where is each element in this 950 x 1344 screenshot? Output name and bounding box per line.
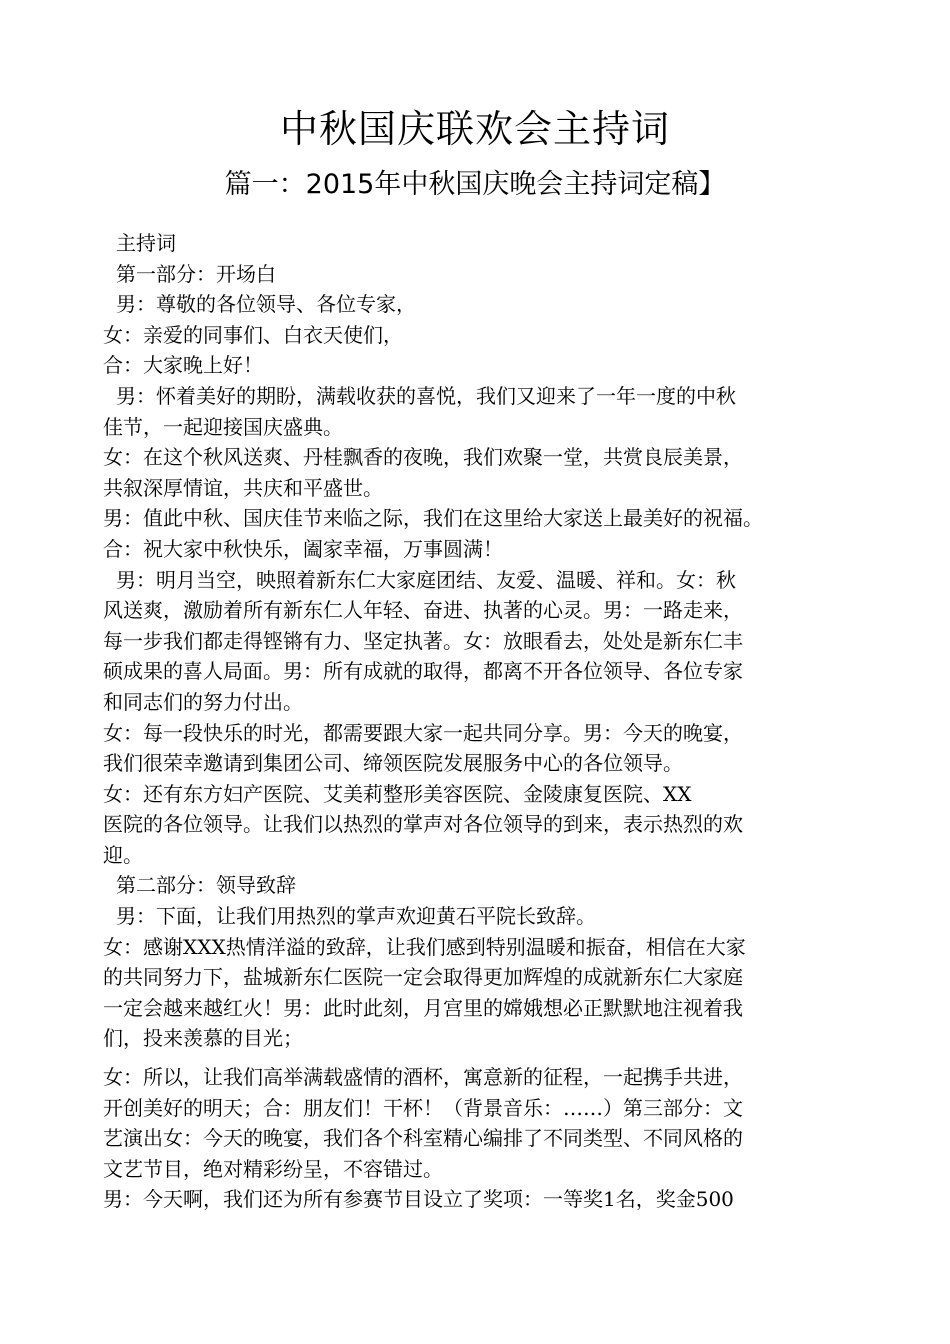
- text-line: 风送爽，激励着所有新东仁人年轻、奋进、执著的心灵。男：一路走来，: [103, 598, 743, 623]
- text-line: 男：今天啊，我们还为所有参赛节目设立了奖项：一等奖1名，奖金500: [103, 1187, 734, 1212]
- text-line: 男：下面，让我们用热烈的掌声欢迎黄石平院长致辞。: [116, 904, 596, 929]
- text-line: 文艺节目，绝对精彩纷呈，不容错过。: [103, 1156, 443, 1181]
- text-line: 男：值此中秋、国庆佳节来临之际，我们在这里给大家送上最美好的祝福。: [103, 506, 763, 531]
- text-line: 第二部分：领导致辞: [116, 873, 296, 898]
- text-line: 迎。: [103, 842, 143, 867]
- text-line: 硕成果的喜人局面。男：所有成就的取得，都离不开各位领导、各位专家: [103, 659, 743, 684]
- text-line: 女：每一段快乐的时光，都需要跟大家一起共同分享。男：今天的晚宴，: [103, 720, 743, 745]
- text-line: 我们很荣幸邀请到集团公司、缔领医院发展服务中心的各位领导。: [103, 751, 683, 776]
- text-line: 男：尊敬的各位领导、各位专家，: [116, 292, 416, 317]
- text-line: 的共同努力下，盐城新东仁医院一定会取得更加辉煌的成就新东仁大家庭: [103, 965, 743, 990]
- text-line: 女：亲爱的同事们、白衣天使们，: [103, 322, 403, 347]
- text-line: 女：还有东方妇产医院、艾美莉整形美容医院、金陵康复医院、XX: [103, 781, 692, 806]
- text-line: 第一部分：开场白: [116, 261, 276, 286]
- document-subtitle: 篇一：2015年中秋国庆晚会主持词定稿】: [224, 169, 726, 200]
- text-line: 佳节，一起迎接国庆盛典。: [103, 414, 343, 439]
- text-line: 开创美好的明天；合：朋友们！干杯！（背景音乐：……）第三部分：文: [103, 1095, 743, 1120]
- text-line: 一定会越来越红火！男：此时此刻，月宫里的嫦娥想必正默默地注视着我: [103, 995, 743, 1020]
- text-line: 女：在这个秋风送爽、丹桂飘香的夜晚，我们欢聚一堂，共赏良辰美景，: [103, 445, 743, 470]
- text-line: 合：祝大家中秋快乐，阖家幸福，万事圆满！: [103, 536, 503, 561]
- document-body: [103, 228, 871, 1215]
- text-line: 每一步我们都走得铿锵有力、坚定执著。女：放眼看去，处处是新东仁丰: [103, 628, 743, 653]
- text-line: 女：所以，让我们高举满载盛情的酒杯，寓意新的征程，一起携手共进，: [103, 1065, 743, 1090]
- text-line: 男：怀着美好的期盼，满载收获的喜悦，我们又迎来了一年一度的中秋: [116, 383, 736, 408]
- document-title: 中秋国庆联欢会主持词: [279, 107, 670, 151]
- text-line: 女：感谢XXX热情洋溢的致辞，让我们感到特别温暖和振奋，相信在大家: [103, 934, 746, 959]
- text-line: 们，投来羡慕的目光；: [103, 1026, 303, 1051]
- text-line: 主持词: [116, 231, 176, 255]
- text-line: 男：明月当空，映照着新东仁大家庭团结、友爱、温暖、祥和。女：秋: [116, 567, 736, 592]
- text-line: 医院的各位领导。让我们以热烈的掌声对各位领导的到来，表示热烈的欢: [103, 812, 743, 837]
- text-line: 艺演出女：今天的晚宴，我们各个科室精心编排了不同类型、不同风格的: [103, 1126, 743, 1151]
- text-line: 和同志们的努力付出。: [103, 689, 303, 714]
- text-line: 共叙深厚情谊，共庆和平盛世。: [103, 475, 383, 500]
- text-line: 合：大家晚上好！: [103, 353, 263, 378]
- line-gap: [103, 1054, 871, 1062]
